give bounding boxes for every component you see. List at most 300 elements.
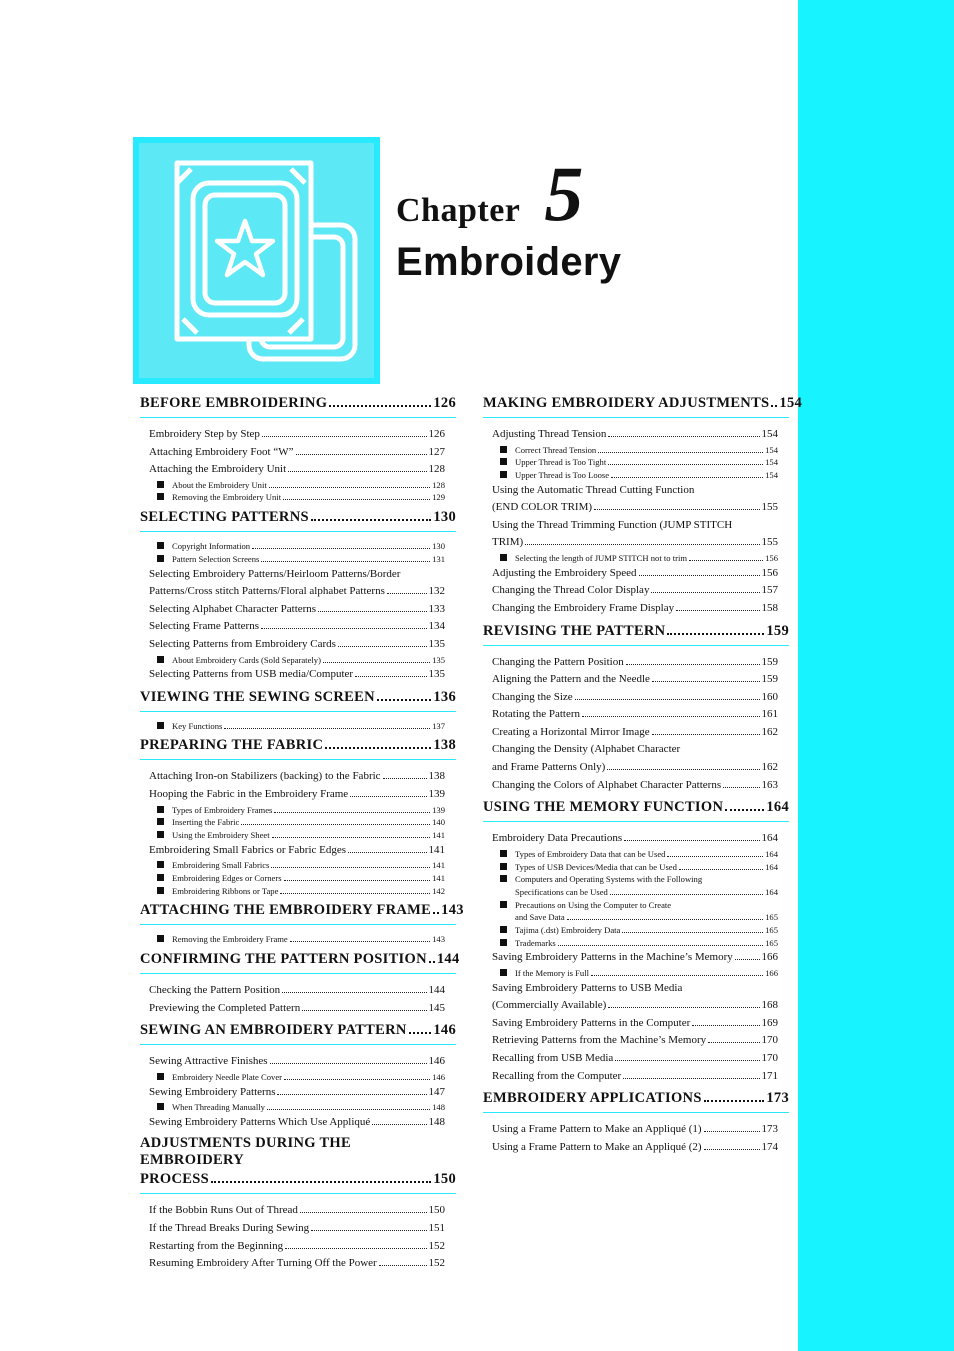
entry-title: Restarting from the Beginning [149, 1239, 284, 1252]
toc-section-header [140, 901, 464, 925]
subentry-page: 148 [432, 1102, 445, 1113]
toc-entry-list [140, 931, 456, 950]
leader-dots [267, 1109, 430, 1110]
subentry-page: 166 [765, 967, 778, 978]
subentry-title: Inserting the Fabric [172, 817, 240, 828]
toc-section-header [140, 394, 456, 418]
entry-page: 134 [428, 620, 445, 633]
entry-page: 154 [761, 428, 778, 440]
bullet-square-icon [500, 446, 507, 453]
subentry-page: 165 [765, 937, 778, 948]
leader-dots [639, 575, 760, 576]
toc-left-column [140, 394, 464, 1277]
toc-subentry[interactable] [149, 479, 445, 492]
leader-dots [350, 796, 426, 797]
entry-title: Changing the Density (Alphabet Character [492, 743, 681, 756]
leader-dots [355, 676, 426, 677]
toc-subentry[interactable] [492, 886, 778, 899]
section-title: USING THE MEMORY FUNCTION [483, 799, 724, 816]
bullet-square-icon [500, 969, 507, 976]
entry-page: 135 [428, 668, 445, 681]
leader-dots [280, 893, 430, 894]
subentry-title: Tajima (.dst) Embroidery Data [515, 924, 621, 935]
toc-entry[interactable] [149, 1202, 445, 1220]
toc-subentry[interactable] [492, 848, 778, 861]
section-page: 159 [766, 622, 789, 639]
section-page: 164 [766, 799, 789, 816]
entry-page: 174 [761, 1140, 778, 1153]
bullet-square-icon [157, 481, 164, 488]
leader-dots [575, 699, 760, 700]
entry-page: 160 [761, 690, 778, 703]
section-title: SEWING AN EMBROIDERY PATTERN [140, 1022, 407, 1039]
subentry-title: Types of USB Devices/Media that can be Used [515, 861, 677, 872]
toc-entry[interactable] [149, 1255, 445, 1273]
toc-subentry[interactable] [492, 924, 778, 937]
entry-page: 139 [428, 788, 445, 801]
bullet-square-icon [157, 1103, 164, 1110]
entry-page: 162 [761, 761, 778, 774]
toc-entry[interactable] [492, 741, 778, 759]
toc-entry[interactable] [149, 618, 445, 636]
toc-entry[interactable] [492, 1139, 778, 1157]
section-title-row[interactable] [140, 901, 464, 919]
section-page: 130 [433, 509, 456, 526]
leader-dots [611, 477, 763, 478]
leader-dots [241, 824, 430, 825]
entry-title: Adjusting Thread Tension [492, 428, 607, 440]
leader-dots [262, 436, 427, 437]
subentry-title: About the Embroidery Unit [172, 479, 267, 490]
toc-subentry[interactable] [492, 911, 778, 924]
toc-subentry[interactable] [149, 872, 445, 885]
toc-subentry[interactable] [149, 1101, 445, 1114]
subentry-page: 164 [765, 861, 778, 872]
entry-title: Sewing Attractive Finishes [149, 1055, 268, 1068]
subentry-page: 164 [765, 848, 778, 859]
toc-entry[interactable] [492, 759, 778, 777]
entry-title: Recalling from USB Media [492, 1052, 614, 1064]
entry-title: Aligning the Pattern and the Needle [492, 673, 650, 686]
entry-title: Hooping the Fabric in the Embroidery Frame [149, 788, 349, 801]
leader-dots [261, 561, 430, 562]
leader-dots [708, 1042, 759, 1043]
section-title-row[interactable] [483, 622, 789, 640]
leader-dots [272, 837, 430, 838]
toc-entry[interactable] [149, 1000, 445, 1018]
section-title-row[interactable] [140, 508, 456, 526]
entry-page: 158 [761, 601, 778, 614]
toc-section-header [140, 950, 460, 974]
toc-entry-list [140, 766, 456, 901]
entry-page: 151 [428, 1222, 445, 1234]
leader-dots [224, 728, 430, 729]
toc-subentry[interactable] [149, 859, 445, 872]
leader-dots [285, 1248, 426, 1249]
toc-subentry[interactable] [492, 469, 778, 482]
entry-title: Checking the Pattern Position [149, 984, 281, 997]
toc-subentry[interactable] [149, 720, 445, 733]
subentry-title: Correct Thread Tension [515, 444, 597, 455]
section-title-line1: ADJUSTMENTS DURING THE EMBROIDERY [140, 1135, 351, 1169]
section-title-row[interactable] [483, 1089, 789, 1107]
entry-page: 155 [761, 536, 778, 549]
leader-dots [735, 959, 760, 960]
entry-title: Embroidering Small Fabrics or Fabric Edges [149, 843, 347, 856]
entry-title: Embroidery Step by Step [149, 428, 260, 440]
leader-dots [652, 681, 760, 682]
toc-right-column [483, 394, 803, 1160]
bullet-square-icon [500, 939, 507, 946]
leader-dots [379, 1265, 427, 1266]
entry-title: Using a Frame Pattern to Make an Appliqué (2) [492, 1140, 702, 1153]
entry-page: 155 [761, 501, 778, 514]
toc-entry[interactable] [149, 666, 445, 684]
toc-entry[interactable] [492, 706, 778, 724]
leader-dots [269, 487, 430, 488]
subentry-page: 141 [432, 830, 445, 841]
toc-subentry[interactable] [149, 804, 445, 817]
leader-dots [626, 664, 760, 665]
bullet-square-icon [500, 458, 507, 465]
subentry-page: 146 [432, 1071, 445, 1082]
leader-dots [302, 1010, 426, 1011]
toc-entry-list [140, 1200, 456, 1276]
subentry-page: 143 [432, 934, 445, 945]
toc-entry[interactable] [149, 444, 445, 462]
subentry-page: 154 [765, 444, 778, 455]
entry-title: Patterns/Cross stitch Patterns/Floral alphabet Patterns [149, 585, 385, 598]
leader-dots [667, 856, 763, 857]
toc-section-header [483, 1089, 789, 1113]
entry-page: 138 [428, 770, 445, 783]
section-title: MAKING EMBROIDERY ADJUSTMENTS [483, 395, 770, 411]
section-title-row[interactable] [483, 798, 789, 816]
chapter-number: 5 [544, 150, 584, 237]
section-page: 146 [433, 1022, 456, 1039]
toc-entry[interactable] [149, 842, 445, 860]
toc-entry[interactable] [492, 1121, 778, 1139]
entry-title: Selecting Embroidery Patterns/Heirloom Patterns/Border [149, 567, 401, 580]
toc-entry[interactable] [149, 1114, 445, 1132]
section-title: CONFIRMING THE PATTERN POSITION [140, 951, 427, 968]
leader-dots [525, 544, 759, 545]
leader-dots [624, 840, 759, 841]
subentry-page: 164 [765, 886, 778, 897]
section-title-row[interactable] [140, 688, 456, 706]
subentry-page: 131 [432, 553, 445, 564]
section-title-row[interactable] [140, 1170, 456, 1188]
toc-entry[interactable] [492, 1050, 778, 1068]
entry-title: Changing the Pattern Position [492, 655, 624, 668]
section-page: 136 [433, 688, 456, 705]
leader-dots [329, 405, 431, 407]
leader-dots [610, 894, 763, 895]
bullet-square-icon [157, 874, 164, 881]
toc-subentry[interactable] [492, 899, 778, 912]
toc-entry[interactable] [492, 482, 778, 500]
toc-entry[interactable] [492, 654, 778, 672]
leader-dots [296, 454, 427, 455]
toc-entry[interactable] [492, 517, 778, 535]
toc-entry[interactable] [149, 636, 445, 654]
toc-subentry[interactable] [492, 967, 778, 980]
toc-entry[interactable] [492, 1032, 778, 1050]
toc-subentry[interactable] [492, 444, 778, 457]
toc-entry[interactable] [149, 426, 445, 444]
section-title: ATTACHING THE EMBROIDERY FRAME [140, 902, 432, 919]
leader-dots [667, 633, 764, 635]
toc-entry[interactable] [492, 689, 778, 707]
toc-entry[interactable] [149, 1220, 445, 1238]
toc-entry[interactable] [492, 671, 778, 689]
toc-entry[interactable] [149, 1053, 445, 1071]
section-title-row[interactable] [140, 950, 460, 968]
toc-section-header [483, 394, 803, 418]
entry-title: Attaching Embroidery Foot “W” [149, 445, 294, 458]
toc-entry[interactable] [492, 777, 778, 795]
leader-dots [676, 610, 759, 611]
toc-entry[interactable] [149, 1084, 445, 1102]
chapter-icon-box [133, 137, 380, 384]
subentry-page: 137 [432, 720, 445, 731]
leader-dots [623, 1078, 759, 1079]
toc-entry-list [140, 718, 456, 737]
entry-title: Rotating the Pattern [492, 708, 580, 721]
toc-entry[interactable] [149, 583, 445, 601]
leader-dots [558, 945, 763, 946]
leader-dots [290, 941, 430, 942]
entry-title: TRIM) [492, 536, 524, 549]
section-page: 150 [433, 1171, 456, 1188]
subentry-title: Pattern Selection Screens [172, 553, 260, 564]
leader-dots [591, 975, 763, 976]
leader-dots [270, 1063, 427, 1064]
entry-title: Sewing Embroidery Patterns Which Use Appliqué [149, 1115, 371, 1128]
toc-section-header [483, 798, 789, 822]
toc-entry-list [483, 828, 789, 1089]
toc-entry-list [483, 1119, 789, 1160]
section-title: REVISING THE PATTERN [483, 622, 666, 639]
bullet-square-icon [157, 493, 164, 500]
toc-entry[interactable] [149, 768, 445, 786]
subentry-page: 154 [765, 469, 778, 480]
leader-dots [323, 662, 430, 663]
leader-dots [692, 1025, 759, 1026]
toc-subentry[interactable] [492, 873, 778, 886]
toc-entry[interactable] [492, 565, 778, 583]
bullet-square-icon [157, 722, 164, 729]
toc-entry-list [483, 652, 789, 799]
entry-page: 152 [428, 1239, 445, 1252]
toc-subentry[interactable] [149, 1071, 445, 1084]
toc-entry[interactable] [492, 582, 778, 600]
entry-title: Selecting Patterns from Embroidery Cards [149, 637, 336, 650]
entry-page: 159 [761, 673, 778, 686]
toc-section-header [140, 508, 456, 532]
section-title-row[interactable] [140, 1021, 456, 1039]
leader-dots [679, 869, 763, 870]
toc-subentry[interactable] [492, 861, 778, 874]
leader-dots [377, 699, 431, 701]
entry-page: 161 [761, 708, 778, 721]
toc-entry[interactable] [149, 1238, 445, 1256]
toc-entry[interactable] [492, 499, 778, 517]
toc-section-header [140, 736, 456, 760]
toc-entry[interactable] [492, 600, 778, 618]
section-title: EMBROIDERY APPLICATIONS [483, 1090, 702, 1107]
toc-entry[interactable] [492, 534, 778, 552]
subentry-title: If the Memory is Full [515, 967, 589, 978]
entry-page: 150 [428, 1204, 445, 1217]
subentry-title: Types of Embroidery Data that can be Used [515, 848, 666, 859]
leader-dots [338, 646, 427, 647]
bullet-square-icon [500, 471, 507, 478]
subentry-page: 141 [432, 873, 445, 883]
subentry-title: Trademarks [515, 937, 556, 948]
subentry-page: 141 [432, 860, 445, 871]
entry-page: 169 [761, 1016, 778, 1029]
entry-title: Recalling from the Computer [492, 1069, 622, 1082]
toc-subentry[interactable] [149, 654, 445, 667]
toc-entry[interactable] [492, 1015, 778, 1033]
entry-title: Using the Thread Trimming Function (JUMP STITCH [492, 518, 733, 531]
bullet-square-icon [500, 875, 507, 882]
leader-dots [429, 961, 435, 963]
subentry-page: 165 [765, 924, 778, 935]
entry-title: Resuming Embroidery After Turning Off the Power [149, 1257, 377, 1270]
toc-section-header [140, 688, 456, 712]
toc-subentry[interactable] [492, 456, 778, 469]
entry-title: Previewing the Completed Pattern [149, 1001, 301, 1014]
leader-dots [271, 867, 430, 868]
toc-subentry[interactable] [492, 552, 778, 565]
toc-entry[interactable] [492, 949, 778, 967]
leader-dots [277, 1094, 426, 1095]
leader-dots [409, 1032, 432, 1034]
toc-entry[interactable] [492, 426, 778, 444]
toc-subentry[interactable] [149, 885, 445, 898]
leader-dots [261, 628, 427, 629]
leader-dots [771, 405, 777, 407]
entry-title: and Frame Patterns Only) [492, 761, 606, 774]
toc-subentry[interactable] [149, 829, 445, 842]
toc-subentry[interactable] [149, 933, 445, 946]
subentry-title: Copyright Information [172, 541, 251, 552]
bullet-square-icon [157, 542, 164, 549]
subentry-title: and Save Data [515, 912, 565, 923]
leader-dots [300, 1212, 427, 1213]
entry-page: 147 [428, 1085, 445, 1098]
leader-dots [704, 1100, 765, 1102]
leader-dots [288, 471, 426, 472]
toc-entry[interactable] [149, 982, 445, 1000]
entry-title: Attaching the Embroidery Unit [149, 463, 287, 476]
subentry-title: Using the Embroidery Sheet [172, 830, 270, 841]
entry-page: 171 [761, 1069, 778, 1082]
section-title-row[interactable] [140, 394, 456, 412]
toc-section-header [483, 622, 789, 646]
section-title-row[interactable] [483, 394, 803, 412]
section-page: 126 [433, 395, 456, 411]
toc-entry[interactable] [149, 566, 445, 584]
entry-page: 159 [761, 655, 778, 668]
entry-title: Retrieving Patterns from the Machine’s Memory [492, 1034, 707, 1047]
toc-subentry[interactable] [149, 540, 445, 553]
leader-dots [284, 880, 431, 881]
subentry-page: 156 [765, 553, 778, 564]
toc-subentry[interactable] [149, 491, 445, 504]
chapter-word: Chapter [396, 192, 521, 229]
subentry-title: Upper Thread is Too Loose [515, 469, 610, 480]
subentry-page: 139 [432, 804, 445, 815]
entry-title: Saving Embroidery Patterns to USB Media [492, 981, 683, 994]
bullet-square-icon [500, 863, 507, 870]
embroidery-card-star-icon [139, 143, 374, 378]
entry-page: 127 [428, 445, 445, 458]
subentry-title: Types of Embroidery Frames [172, 804, 273, 815]
entry-page: 126 [428, 428, 445, 440]
entry-page: 145 [428, 1001, 445, 1014]
entry-page: 170 [761, 1034, 778, 1047]
subentry-title: Embroidering Edges or Corners [172, 873, 282, 883]
toc-entry[interactable] [492, 1068, 778, 1086]
entry-page: 144 [428, 984, 445, 997]
entry-page: 141 [428, 843, 445, 856]
leader-dots [282, 992, 426, 993]
section-title: VIEWING THE SEWING SCREEN [140, 688, 375, 705]
bullet-square-icon [500, 554, 507, 561]
entry-title: Using a Frame Pattern to Make an Appliqué (1) [492, 1123, 702, 1136]
entry-page: 156 [761, 566, 778, 579]
section-title: SELECTING PATTERNS [140, 509, 309, 526]
entry-page: 173 [761, 1123, 778, 1136]
entry-page: 168 [761, 999, 778, 1012]
entry-page: 170 [761, 1052, 778, 1064]
bullet-square-icon [157, 656, 164, 663]
entry-page: 146 [428, 1055, 445, 1068]
subentry-page: 140 [432, 817, 445, 828]
leader-dots [318, 611, 426, 612]
toc-entry-list [140, 538, 456, 688]
entry-page: 157 [761, 584, 778, 597]
subentry-title: Embroidering Ribbons or Tape [172, 885, 279, 896]
bullet-square-icon [157, 806, 164, 813]
toc-entry[interactable] [149, 601, 445, 619]
section-title-row[interactable] [140, 736, 456, 754]
leader-dots [689, 560, 763, 561]
toc-entry-list [140, 424, 456, 508]
toc-subentry[interactable] [149, 816, 445, 829]
leader-dots [615, 1060, 759, 1061]
section-title: BEFORE EMBROIDERING [140, 395, 328, 411]
section-page: 154 [779, 395, 803, 411]
toc-entry[interactable] [492, 980, 778, 998]
leader-dots [607, 769, 759, 770]
toc-entry[interactable] [492, 724, 778, 742]
leader-dots [284, 1079, 430, 1080]
toc-entry[interactable] [149, 786, 445, 804]
toc-subentry[interactable] [149, 553, 445, 566]
toc-entry[interactable] [149, 461, 445, 479]
toc-subentry[interactable] [492, 937, 778, 950]
toc-entry[interactable] [492, 830, 778, 848]
entry-page: 166 [761, 951, 778, 964]
subentry-title: Specifications can be Used [515, 886, 608, 897]
toc-entry[interactable] [492, 997, 778, 1015]
bullet-square-icon [157, 555, 164, 562]
entry-page: 162 [761, 725, 778, 738]
